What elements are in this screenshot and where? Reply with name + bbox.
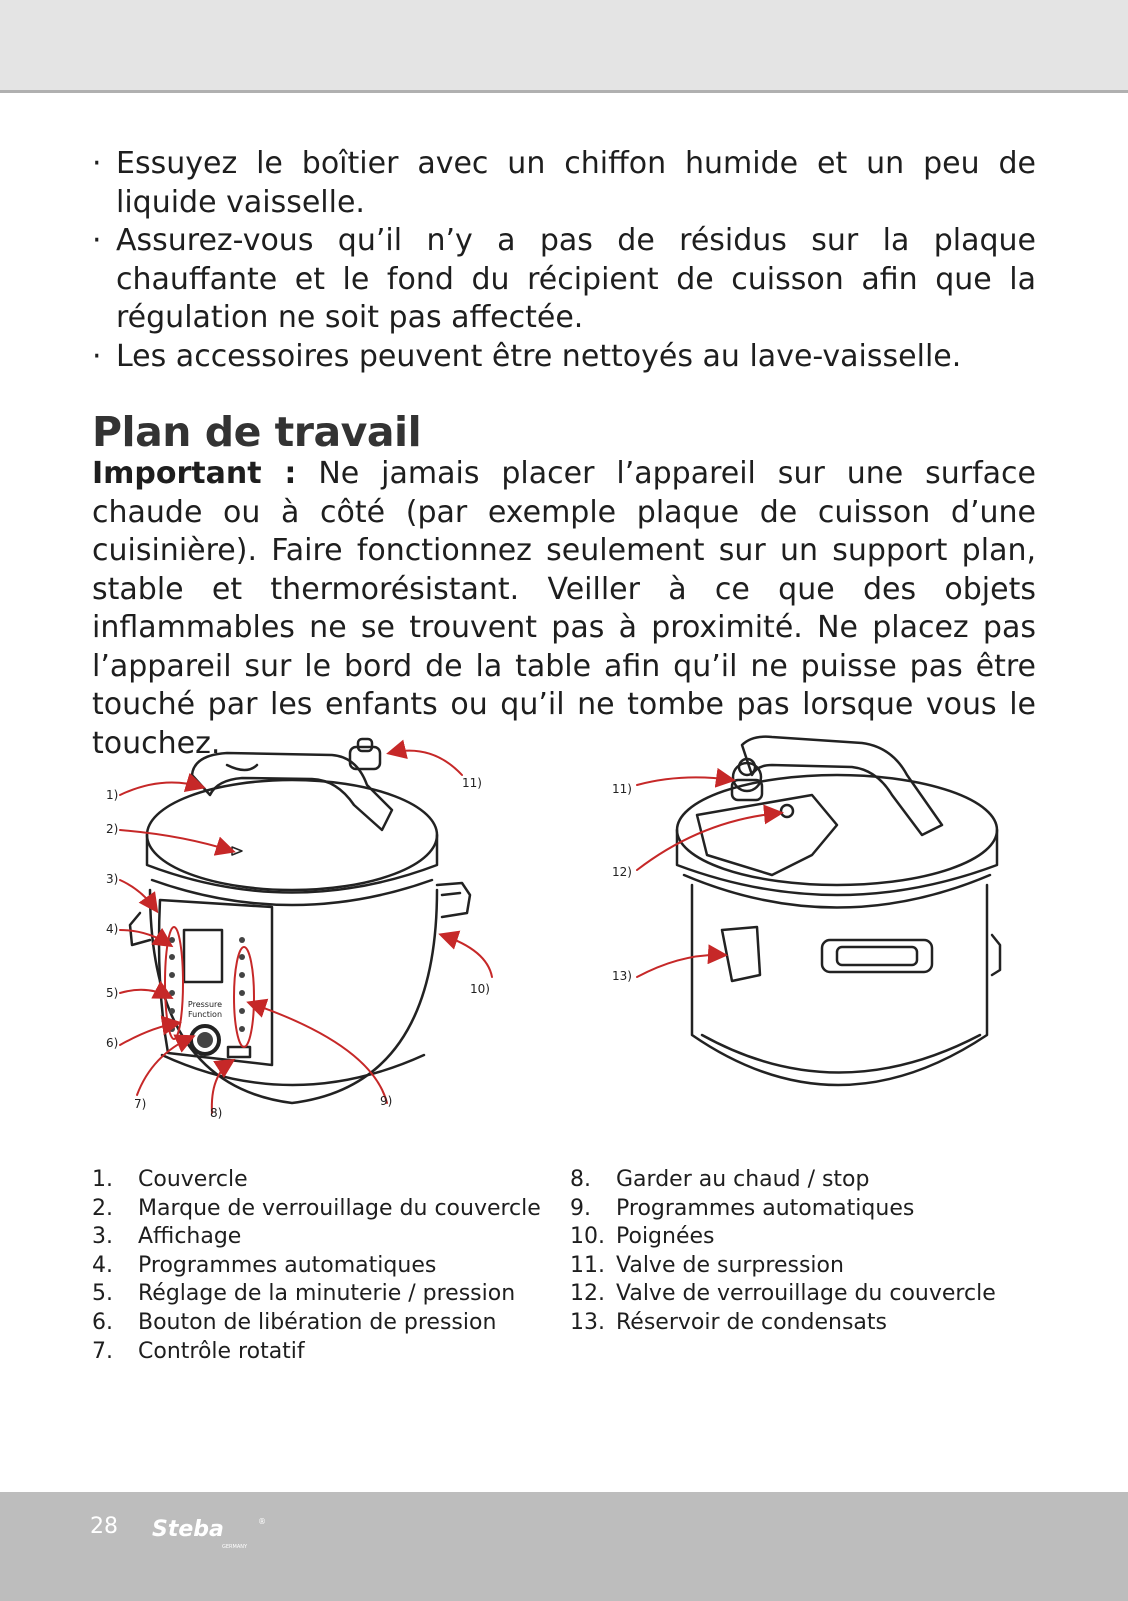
callout-label: 3) (106, 872, 119, 886)
legend-item (570, 1280, 1030, 1309)
legend-label: Affichage (138, 1224, 242, 1250)
legend-item (570, 1309, 1030, 1338)
legend-right-column (570, 1166, 1030, 1338)
callout-label: 9) (380, 1094, 393, 1108)
legend-label: Garder au chaud / stop (616, 1167, 870, 1192)
legend-label: Programmes automatiques (616, 1195, 915, 1221)
legend-item (92, 1166, 562, 1195)
legend-number: 10. (570, 1224, 605, 1250)
legend-item (570, 1195, 1030, 1224)
steba-logo (150, 1514, 270, 1554)
legend-label: Bouton de libération de pression (138, 1309, 497, 1335)
legend-label: Poignées (616, 1224, 715, 1250)
main-content (92, 145, 1036, 763)
callout-label: 11) (462, 776, 482, 790)
legend-number: 7. (92, 1338, 113, 1364)
legend-item (92, 1280, 562, 1309)
legend-number: 4. (92, 1252, 113, 1278)
legend-number: 11. (570, 1252, 605, 1278)
front-view-cooker (130, 739, 470, 1103)
back-view-cooker (677, 737, 1000, 1085)
legend-label: Valve de verrouillage du couvercle (616, 1281, 996, 1307)
appliance-diagram (92, 735, 1036, 1130)
brand-name: Steba (152, 1517, 224, 1542)
legend-label: Valve de surpression (616, 1252, 844, 1278)
legend-label: Couvercle (138, 1167, 248, 1192)
legend-label: Marque de verrouillage du couvercle (138, 1195, 541, 1221)
brand-subtitle: GERMANY (222, 1544, 248, 1550)
callout-label: 4) (106, 922, 119, 936)
callout-label: 2) (106, 822, 119, 836)
legend-item (92, 1338, 562, 1367)
legend-item (92, 1252, 562, 1281)
important-text: Ne jamais placer l’appareil sur une surface chaude ou à côté (par exemple plaque de cuisson d’une cuisinière). Faire fonctionnez seulement sur un support plan, stable et thermorésistant. Veiller à ce que des objets inflammables ne se trouvent pas à proximité. Ne placez pas l’appareil sur le bord de la table afin qu’il ne puisse pas être touché par les enfants ou qu’il ne tombe pas lorsque vous le touchez. (92, 456, 1036, 761)
legend-number: 1. (92, 1167, 113, 1192)
footer-band (0, 1492, 1128, 1601)
page-number: 28 (90, 1514, 118, 1539)
legend-label: Contrôle rotatif (138, 1338, 305, 1364)
bullet-item: · Les accessoires peuvent être nettoyés au lave-vaisselle. (92, 338, 1036, 377)
cleaning-bullet-list (92, 145, 1036, 376)
legend-label: Réglage de la minuterie / pression (138, 1281, 516, 1307)
callout-label: 11) (612, 782, 632, 796)
legend-number: 9. (570, 1195, 591, 1221)
legend-number: 2. (92, 1195, 113, 1221)
callout-label: 12) (612, 865, 632, 879)
legend-number: 5. (92, 1281, 113, 1307)
panel-label-function: Function (187, 1010, 223, 1019)
callout-label: 6) (106, 1036, 119, 1050)
legend-item (570, 1166, 1030, 1195)
callout-label: 13) (612, 969, 632, 983)
legend-label: Programmes automatiques (138, 1252, 437, 1278)
callout-label: 10) (470, 982, 490, 996)
legend-item (92, 1309, 562, 1338)
important-label: Important : (92, 456, 297, 491)
legend-number: 6. (92, 1309, 113, 1335)
panel-label-pressure: Pressure (187, 1000, 223, 1009)
legend-item (92, 1195, 562, 1224)
callout-label: 5) (106, 986, 119, 1000)
legend-number: 3. (92, 1224, 113, 1250)
callout-label: 7) (134, 1097, 147, 1111)
legend-label: Réservoir de condensats (616, 1309, 887, 1335)
back-callout-labels (612, 782, 632, 983)
pressure-cooker-drawing (92, 735, 1036, 1130)
callout-label: 1) (106, 788, 119, 802)
legend-number: 13. (570, 1309, 605, 1335)
callout-label: 8) (210, 1106, 223, 1120)
legend-number: 8. (570, 1167, 591, 1192)
important-paragraph (92, 455, 1036, 763)
legend-item (570, 1252, 1030, 1281)
legend-item (92, 1223, 562, 1252)
registered-mark-icon: ® (258, 1517, 266, 1526)
bullet-item: · Assurez-vous qu’il n’y a pas de résidus sur la plaque chauffante et le fond du récipient de cuisson afin que la régulation ne soit pas affectée. (92, 222, 1036, 338)
legend-left-column (92, 1166, 562, 1366)
legend-number: 12. (570, 1281, 605, 1307)
section-title: Plan de travail (92, 408, 422, 456)
header-band (0, 0, 1128, 93)
legend-item (570, 1223, 1030, 1252)
bullet-item: · Essuyez le boîtier avec un chiffon humide et un peu de liquide vaisselle. (92, 145, 1036, 222)
